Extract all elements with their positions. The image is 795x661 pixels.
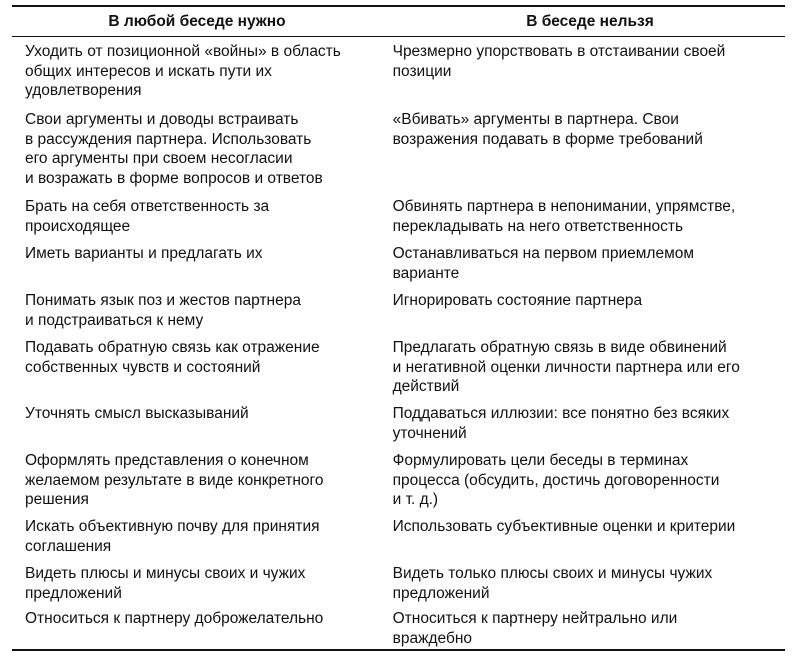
table-row bbox=[12, 564, 785, 603]
row-left-cell: Уходить от позиционной «войны» в область общих интересов и искать пути их удовлетворения bbox=[25, 43, 341, 99]
row-right-cell: Чрезмерно упорствовать в отстаивании своей позиции bbox=[392, 43, 726, 80]
table-row bbox=[12, 451, 785, 510]
header-right: В беседе нельзя bbox=[526, 12, 654, 30]
table-body bbox=[12, 37, 785, 649]
table-row bbox=[12, 404, 785, 443]
table-bottom-rule bbox=[12, 649, 785, 651]
row-left-cell: Свои аргументы и доводы встраивать в рассуждения партнера. Использовать его аргументы при своем несогласии и возражать в форме вопросов и ответов bbox=[25, 111, 323, 187]
row-left-cell: Уточнять смысл высказываний bbox=[25, 405, 249, 422]
row-right-cell: Поддаваться иллюзии: все понятно без всяких уточнений bbox=[392, 405, 730, 442]
row-right-cell: Обвинять партнера в непонимании, упрямстве, перекладывать на него ответственность bbox=[392, 198, 736, 235]
table-row bbox=[12, 110, 785, 188]
row-left-cell: Искать объективную почву для принятия соглашения bbox=[25, 518, 320, 555]
table-row bbox=[12, 197, 785, 236]
row-right-cell: Видеть только плюсы своих и минусы чужих предложений bbox=[392, 565, 713, 602]
row-left-cell: Оформлять представления о конечном желаемом результате в виде конкретного решения bbox=[25, 452, 324, 508]
row-right-cell: Предлагать обратную связь в виде обвинений и негативной оценки личности партнера или его действий bbox=[392, 339, 740, 395]
row-right-cell: Игнорировать состояние партнера bbox=[392, 292, 643, 309]
row-right-cell: «Вбивать» аргументы в партнера. Свои возражения подавать в форме требований bbox=[392, 111, 703, 148]
row-left-cell: Подавать обратную связь как отражение собственных чувств и состояний bbox=[25, 339, 320, 376]
table-row bbox=[12, 42, 785, 101]
table-header-row bbox=[12, 7, 785, 36]
row-left-cell: Понимать язык поз и жестов партнера и подстраиваться к нему bbox=[25, 292, 301, 329]
row-right-cell: Формулировать цели беседы в терминах процесса (обсудить, достичь договоренности и т. д.) bbox=[392, 452, 720, 508]
table-row bbox=[12, 244, 785, 283]
row-left-cell: Брать на себя ответственность за происходящее bbox=[25, 198, 270, 235]
comparison-table bbox=[12, 5, 785, 651]
table-row bbox=[12, 291, 785, 330]
table-row bbox=[12, 609, 785, 648]
table-row bbox=[12, 517, 785, 556]
header-left: В любой беседе нужно bbox=[108, 12, 286, 30]
row-left-cell: Относиться к партнеру доброжелательно bbox=[25, 610, 324, 627]
row-right-cell: Использовать субъективные оценки и критерии bbox=[392, 518, 736, 535]
row-left-cell: Иметь варианты и предлагать их bbox=[25, 245, 263, 262]
row-right-cell: Останавливаться на первом приемлемом варианте bbox=[392, 245, 694, 282]
row-right-cell: Относиться к партнеру нейтрально или враждебно bbox=[392, 610, 678, 647]
row-left-cell: Видеть плюсы и минусы своих и чужих предложений bbox=[25, 565, 306, 602]
table-row bbox=[12, 338, 785, 397]
